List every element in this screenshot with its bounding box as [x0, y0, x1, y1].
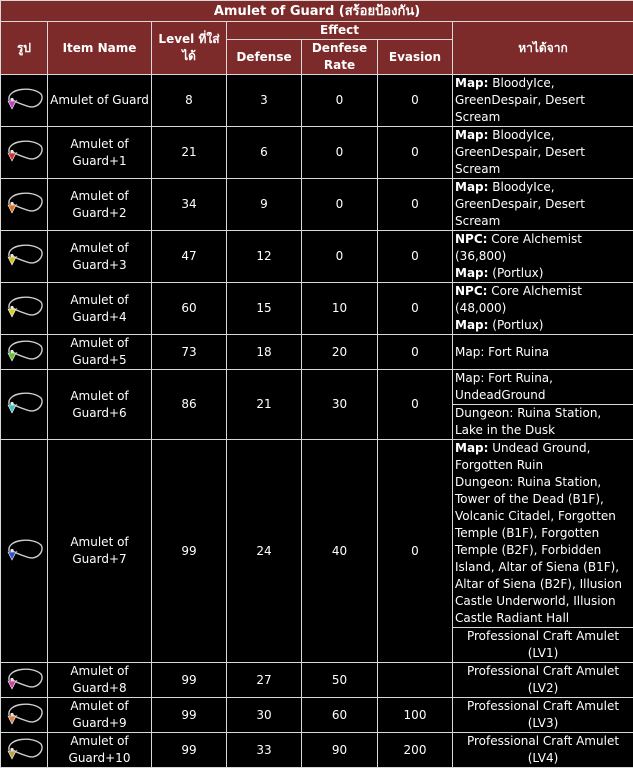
header-defense: Defense [227, 40, 302, 75]
item-evasion: 100 [378, 698, 453, 733]
item-evasion [378, 663, 453, 698]
item-image [1, 231, 48, 283]
item-defense-rate: 0 [302, 231, 378, 283]
item-level: 60 [152, 283, 227, 335]
amulet-icon [3, 292, 45, 325]
source-label: Map: [455, 318, 488, 332]
item-defense-rate: 0 [302, 127, 378, 179]
item-source: Map: Fort Ruina [453, 335, 633, 370]
item-source: Professional Craft Amulet (LV3) [453, 698, 633, 733]
item-image [1, 733, 48, 768]
source-label: Map: [455, 128, 488, 142]
amulet-icon [3, 188, 45, 221]
item-source [453, 179, 633, 231]
amulet-icon [3, 699, 45, 732]
item-defense: 12 [227, 231, 302, 283]
table-row [1, 698, 633, 733]
item-level: 99 [152, 663, 227, 698]
item-defense-rate: 0 [302, 179, 378, 231]
item-source: Professional Craft Amulet (LV4) [453, 733, 633, 768]
item-image [1, 663, 48, 698]
source-label: NPC: [455, 284, 487, 298]
item-source: Map: Fort Ruina, UndeadGround [453, 370, 633, 405]
item-evasion: 200 [378, 733, 453, 768]
item-defense-rate: 0 [302, 75, 378, 127]
item-level: 99 [152, 440, 227, 663]
item-evasion: 0 [378, 127, 453, 179]
item-defense-rate: 10 [302, 283, 378, 335]
item-level: 86 [152, 370, 227, 440]
item-defense: 21 [227, 370, 302, 440]
item-defense: 27 [227, 663, 302, 698]
item-defense: 33 [227, 733, 302, 768]
amulet-icon [3, 535, 45, 568]
item-level: 47 [152, 231, 227, 283]
item-name: Amulet of Guard+6 [48, 370, 152, 440]
item-source [453, 127, 633, 179]
item-image [1, 370, 48, 440]
item-source [453, 75, 633, 127]
amulet-icon [3, 388, 45, 421]
item-defense: 9 [227, 179, 302, 231]
item-name: Amulet of Guard+8 [48, 663, 152, 698]
item-source [453, 440, 633, 628]
header-effect: Effect [227, 22, 453, 40]
item-defense-rate: 90 [302, 733, 378, 768]
item-evasion: 0 [378, 335, 453, 370]
item-level: 34 [152, 179, 227, 231]
header-defense-rate: Denfese Rate [302, 40, 378, 75]
source-label: NPC: [455, 232, 487, 246]
table-row [1, 335, 633, 370]
item-name: Amulet of Guard+9 [48, 698, 152, 733]
amulet-icon [3, 734, 45, 767]
header-item-name: Item Name [48, 22, 152, 75]
item-defense-rate: 60 [302, 698, 378, 733]
item-level: 21 [152, 127, 227, 179]
item-source [453, 283, 633, 335]
item-name: Amulet of Guard+2 [48, 179, 152, 231]
amulet-icon [3, 240, 45, 273]
item-source: Professional Craft Amulet (LV2) [453, 663, 633, 698]
item-evasion: 0 [378, 75, 453, 127]
item-level: 8 [152, 75, 227, 127]
item-name: Amulet of Guard+10 [48, 733, 152, 768]
item-defense: 6 [227, 127, 302, 179]
source-label: Map: [455, 266, 488, 280]
item-level: 99 [152, 698, 227, 733]
source-text: BloodyIce, GreenDespair, Desert Scream [455, 128, 585, 176]
table-row [1, 440, 633, 628]
item-image [1, 75, 48, 127]
item-defense-rate: 40 [302, 440, 378, 663]
source-text: Undead Ground, Forgotten Ruin [455, 441, 590, 472]
table-row [1, 733, 633, 768]
header-evasion: Evasion [378, 40, 453, 75]
item-name: Amulet of Guard+4 [48, 283, 152, 335]
item-evasion: 0 [378, 283, 453, 335]
source-text: BloodyIce, GreenDespair, Desert Scream [455, 180, 585, 228]
item-defense-rate: 50 [302, 663, 378, 698]
table-row [1, 370, 633, 405]
source-text: BloodyIce, GreenDespair, Desert Scream [455, 76, 585, 124]
item-image [1, 335, 48, 370]
item-name: Amulet of Guard+7 [48, 440, 152, 663]
item-source: Professional Craft Amulet (LV1) [453, 628, 633, 663]
source-text: (Portlux) [492, 318, 543, 332]
source-label: Map: [455, 76, 488, 90]
item-defense: 3 [227, 75, 302, 127]
item-defense: 15 [227, 283, 302, 335]
item-image [1, 698, 48, 733]
item-name: Amulet of Guard+5 [48, 335, 152, 370]
source-label: Map: [455, 180, 488, 194]
source-text: Core Alchemist (48,000) [455, 284, 582, 315]
table-row [1, 75, 633, 127]
item-image [1, 283, 48, 335]
item-image [1, 179, 48, 231]
item-evasion: 0 [378, 370, 453, 440]
item-defense: 24 [227, 440, 302, 663]
item-defense: 18 [227, 335, 302, 370]
item-level: 73 [152, 335, 227, 370]
table-row [1, 663, 633, 698]
header-level: Level ที่ใส่ได้ [152, 22, 227, 75]
item-name: Amulet of Guard [48, 75, 152, 127]
source-text: Core Alchemist (36,800) [455, 232, 582, 263]
item-name: Amulet of Guard+1 [48, 127, 152, 179]
table-row [1, 231, 633, 283]
table-title: Amulet of Guard (สร้อยป้องกัน) [1, 1, 633, 22]
header-source: หาได้จาก [453, 22, 633, 75]
header-image: รูป [1, 22, 48, 75]
amulet-icon [3, 664, 45, 697]
source-text: Dungeon: Ruina Station, Tower of the Dead (B1F), Volcanic Citadel, Forgotten Temple (B1F), Forgotten Temple (B2F), Forbidden Island, Altar of Siena (B1F), Altar of Siena (B2F), Illusion Castle Underworld, Illusion Castle Radiant Hall [455, 475, 622, 625]
item-evasion: 0 [378, 231, 453, 283]
item-source: Dungeon: Ruina Station, Lake in the Dusk [453, 405, 633, 440]
item-defense-rate: 30 [302, 370, 378, 440]
item-source [453, 231, 633, 283]
item-evasion: 0 [378, 440, 453, 663]
item-image [1, 440, 48, 663]
amulet-icon [3, 84, 45, 117]
source-text: (Portlux) [492, 266, 543, 280]
item-evasion: 0 [378, 179, 453, 231]
amulet-icon [3, 136, 45, 169]
item-defense: 30 [227, 698, 302, 733]
item-image [1, 127, 48, 179]
table-row [1, 127, 633, 179]
table-row [1, 179, 633, 231]
item-level: 99 [152, 733, 227, 768]
item-defense-rate: 20 [302, 335, 378, 370]
amulet-icon [3, 336, 45, 369]
source-label: Map: [455, 441, 488, 455]
table-row [1, 283, 633, 335]
item-name: Amulet of Guard+3 [48, 231, 152, 283]
